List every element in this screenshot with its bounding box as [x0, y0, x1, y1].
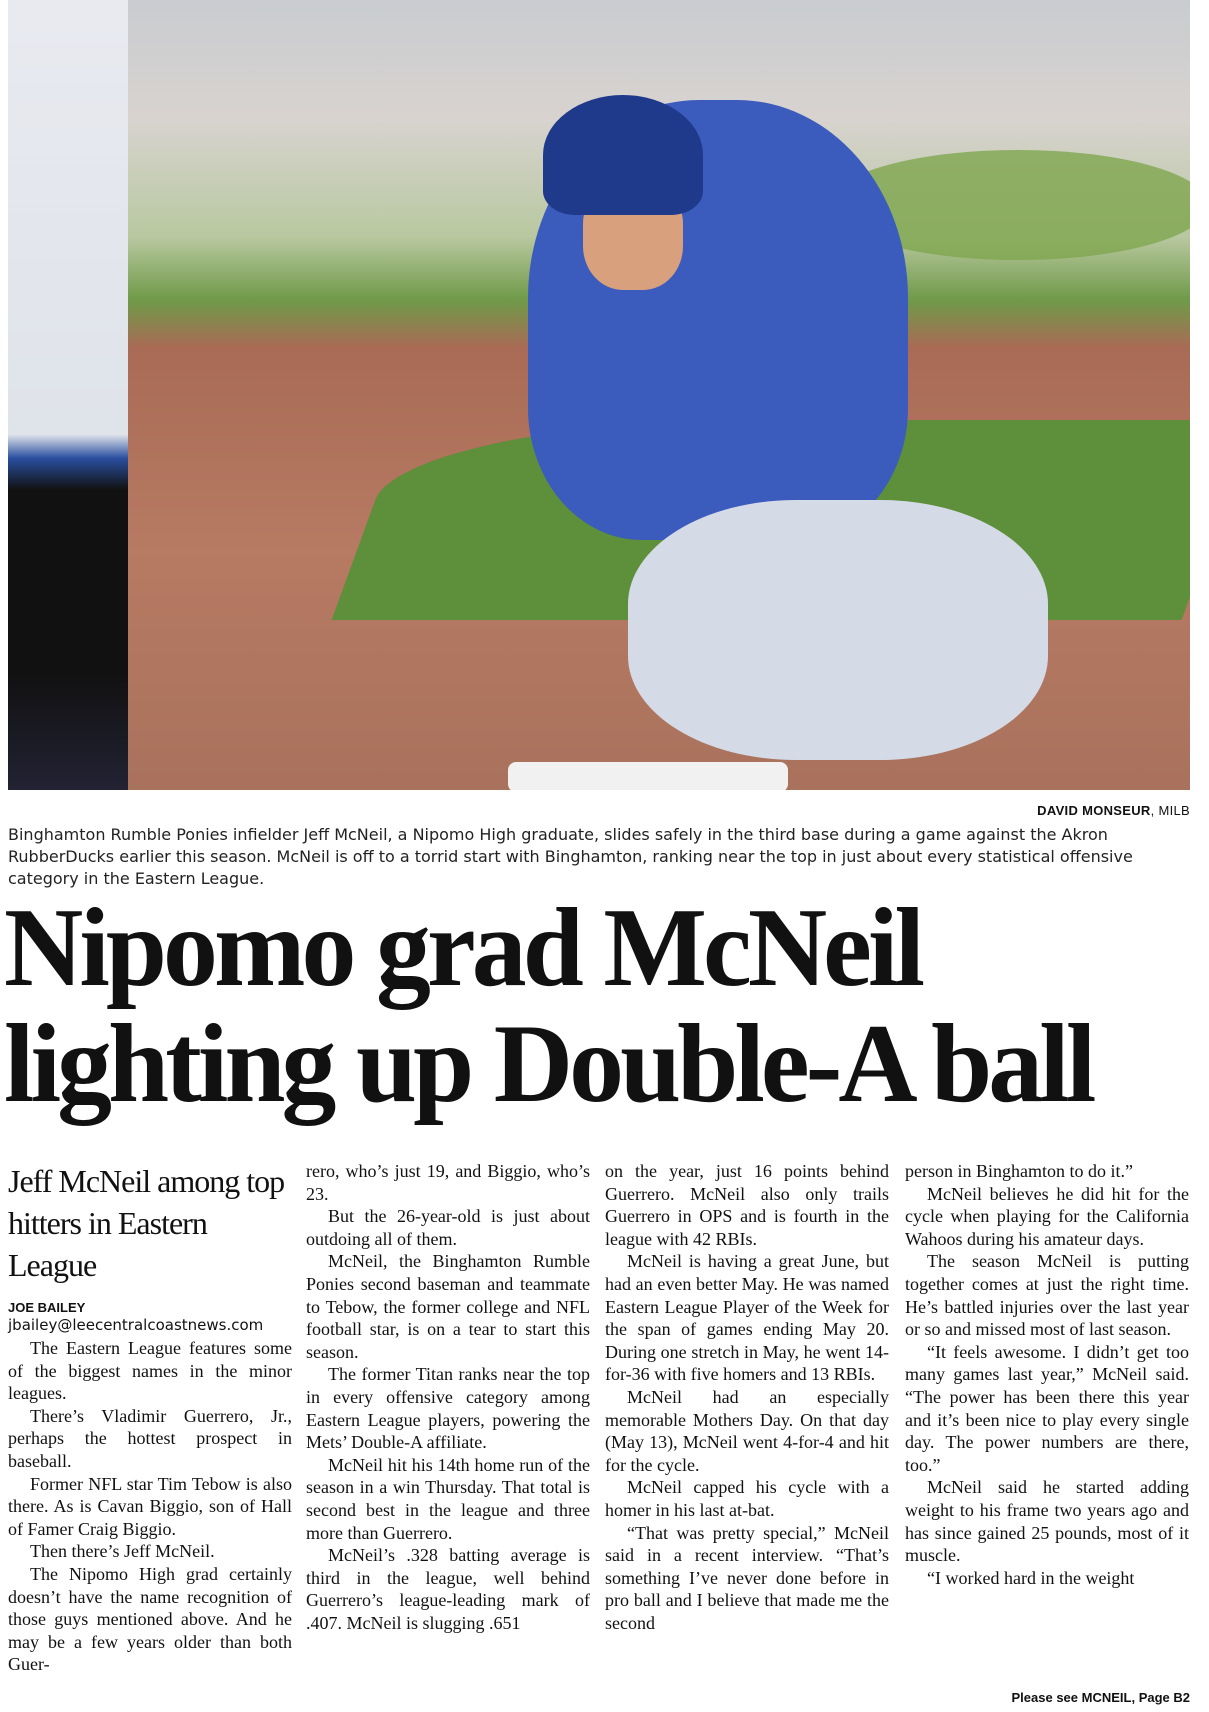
subheadline: Jeff McNeil among top hitters in Eastern League: [8, 1163, 285, 1283]
paragraph: But the 26-year-old is just about outdoing all of them.: [306, 1206, 590, 1249]
headline-line-1: Nipomo grad McNeil: [4, 886, 922, 1010]
photo-fielder-leg: [8, 0, 128, 790]
byline-name: JOE BAILEY: [8, 1300, 86, 1315]
paragraph: The Nipomo High grad certainly doesn’t have the name recognition of those guys mentioned above. And he may be a few years older than both Guer-: [8, 1563, 292, 1675]
photo-org: , MILB: [1150, 803, 1190, 818]
byline-email[interactable]: jbailey@leecentralcoastnews.com: [8, 1316, 264, 1334]
photo-third-base: [508, 762, 788, 790]
headline-line-2: lighting up Double-A ball: [4, 1002, 1093, 1126]
paragraph: “That was pretty special,” McNeil said in a recent interview. “That’s something I’ve never done before in pro ball and I believe that made me the second: [605, 1522, 889, 1633]
article-photo: [8, 0, 1190, 790]
paragraph: “It feels awesome. I didn’t get too many games last year,” McNeil said. “The power has been there this year and it’s been nice to play every single day. The power numbers are there, too.”: [905, 1341, 1189, 1475]
paragraph: Then there’s Jeff McNeil.: [30, 1541, 215, 1562]
jump-name: MCNEIL: [1081, 1690, 1132, 1705]
paragraph: on the year, just 16 points behind Guerrero. McNeil also only trails Guerrero in OPS and is fourth in the league with 42 RBIs.: [605, 1161, 889, 1249]
article-column-1: [8, 1160, 292, 1676]
article-column-2: [306, 1160, 590, 1634]
headline: [4, 886, 1180, 1126]
paragraph: McNeil is having a great June, but had an even better May. He was named Eastern League Player of the Week for the span of games ending May 20. During one stretch in May, he went 14-for-36 with five homers and 13 RBIs.: [605, 1251, 889, 1385]
paragraph: Former NFL star Tim Tebow is also there. As is Cavan Biggio, son of Hall of Famer Craig Biggio.: [8, 1473, 292, 1539]
paragraph: “I worked hard in the weight: [927, 1567, 1135, 1588]
paragraph: McNeil said he started adding weight to his frame two years ago and has since gained 25 pounds, most of it muscle.: [905, 1477, 1189, 1566]
jump-page: , Page B2: [1131, 1690, 1190, 1705]
paragraph: McNeil had an especially memorable Mothers Day. On that day (May 13), McNeil went 4-for-4 and hit for the cycle.: [605, 1386, 889, 1475]
paragraph: McNeil believes he did hit for the cycle when playing for the California Wahoos during his amateur days.: [905, 1183, 1189, 1249]
paragraph: McNeil hit his 14th home run of the season in a win Thursday. That total is second best in the league and three more than Guerrero.: [306, 1454, 590, 1543]
paragraph: The season McNeil is putting together comes at just the right time. He’s battled injuries over the last year or so and missed most of last season.: [905, 1251, 1189, 1340]
article-column-4: [905, 1160, 1189, 1589]
paragraph: McNeil’s .328 batting average is third in the league, well behind Guerrero’s league-leading mark of .407. McNeil is slugging .651: [306, 1545, 590, 1633]
paragraph: person in Binghamton to do it.”: [905, 1161, 1133, 1181]
jump-prefix: Please see: [1011, 1690, 1082, 1705]
jump-line[interactable]: [1012, 1690, 1191, 1705]
photographer: DAVID MONSEUR: [1037, 803, 1151, 818]
photo-player-helmet: [543, 95, 703, 215]
paragraph: There’s Vladimir Guerrero, Jr., perhaps the hottest prospect in baseball.: [8, 1405, 292, 1471]
paragraph: rero, who’s just 19, and Biggio, who’s 23.: [306, 1161, 590, 1204]
paragraph: McNeil, the Binghamton Rumble Ponies second baseman and teammate to Tebow, the former college and NFL football star, is on a tear to start this season.: [306, 1251, 590, 1362]
article-column-3: [605, 1160, 889, 1634]
paragraph: McNeil capped his cycle with a homer in his last at-bat.: [605, 1477, 889, 1520]
paragraph: The Eastern League features some of the biggest names in the minor leagues.: [8, 1338, 292, 1404]
photo-credit: [1037, 803, 1190, 818]
paragraph: The former Titan ranks near the top in every offensive category among Eastern League players, powering the Mets’ Double-A affiliate.: [306, 1364, 590, 1453]
photo-player-pants: [628, 500, 1048, 760]
photo-caption: Binghamton Rumble Ponies infielder Jeff McNeil, a Nipomo High graduate, slides safely in the third base during a game against the Akron RubberDucks earlier this season. McNeil is off to a torrid start with Binghamton, ranking near the top in just about every statistical offensive category in the Eastern League.: [8, 825, 1133, 888]
